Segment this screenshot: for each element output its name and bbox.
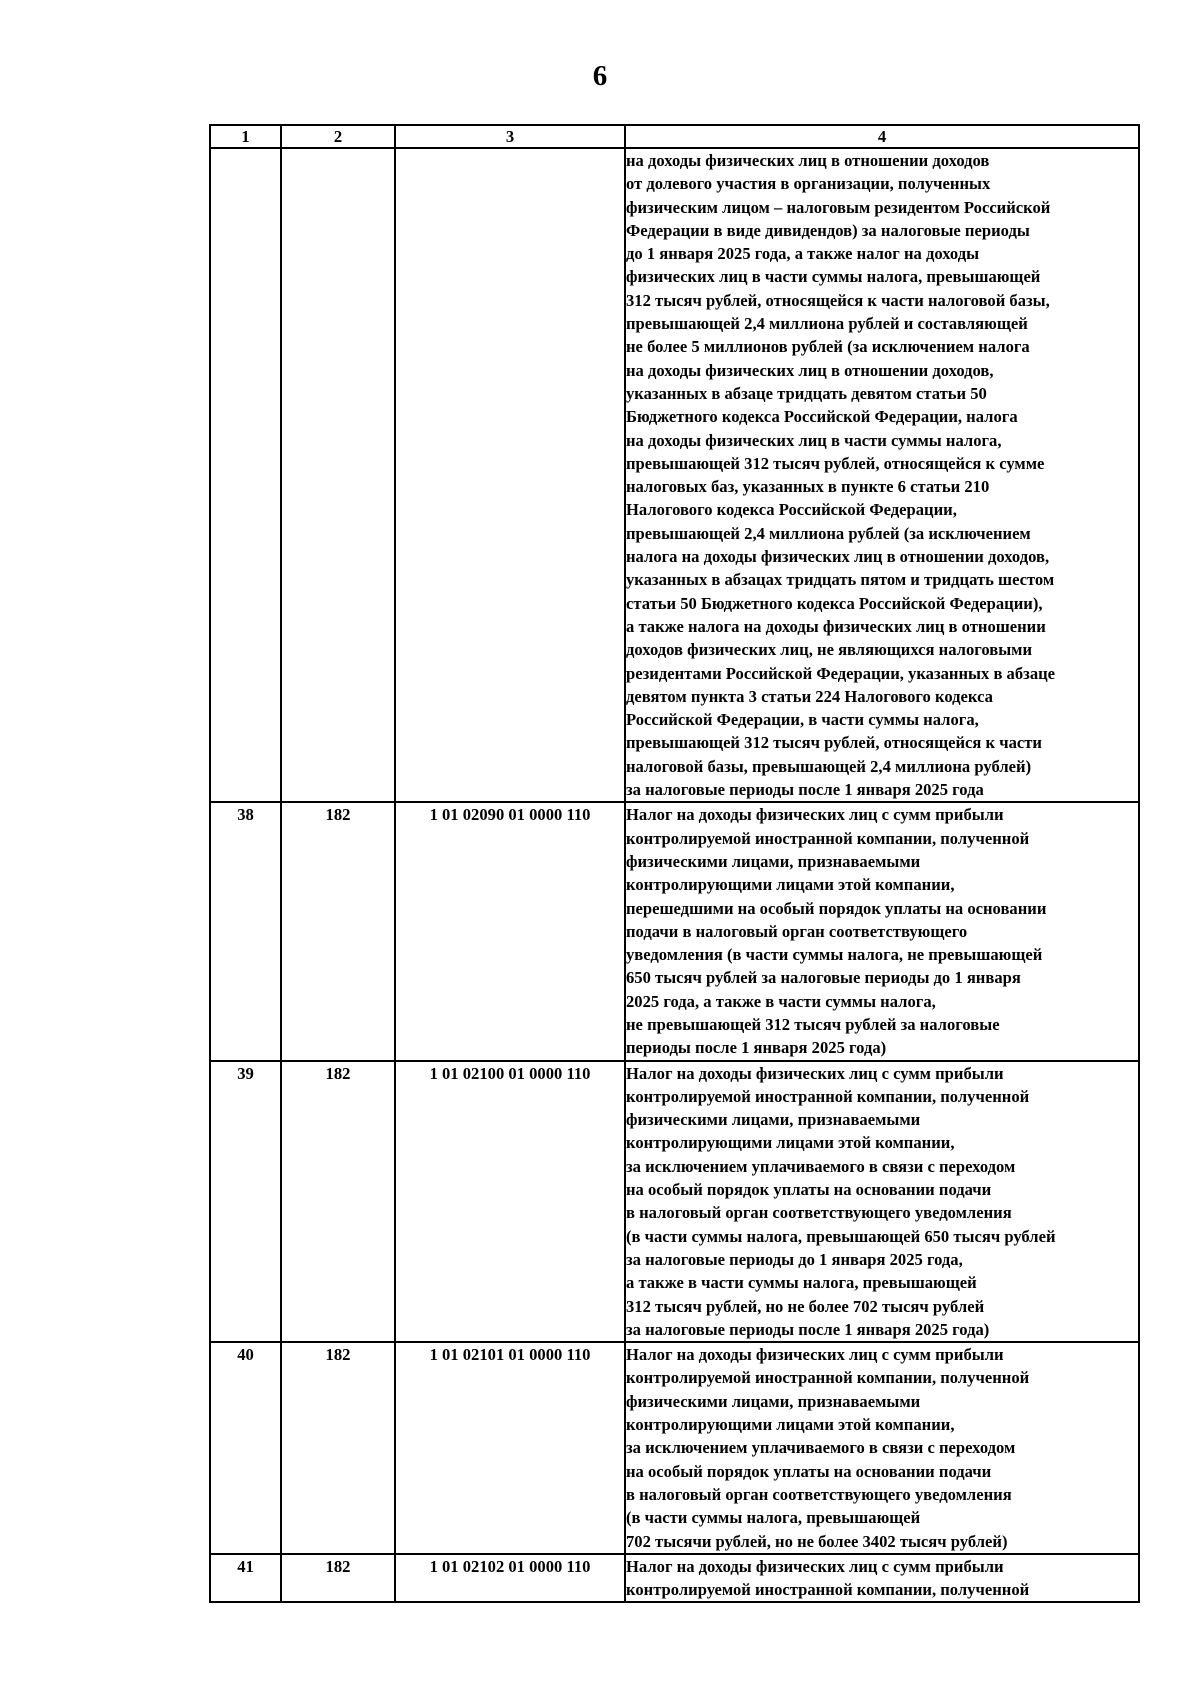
description-line: 2025 года, а также в части суммы налога, — [626, 991, 936, 1011]
description-line: превышающей 2,4 миллиона рублей (за исключением — [626, 523, 1031, 543]
description-line: превышающей 2,4 миллиона рублей и составляющей — [626, 314, 1028, 334]
description-line: Налог на доходы физических лиц с сумм прибыли — [626, 1345, 1004, 1365]
description-line: физическим лицом – налоговым резидентом Российской — [626, 197, 1051, 217]
revenue-classification-table — [209, 124, 1140, 1603]
description-line: подачи в налоговый орган соответствующего — [626, 921, 968, 941]
row-number-cell: 41 — [210, 1554, 281, 1603]
description-line: контролируемой иностранной компании, полученной — [626, 1368, 1030, 1388]
description-line: налога на доходы физических лиц в отношении доходов, — [626, 547, 1050, 567]
description-line: в налоговый орган соответствующего уведомления — [626, 1484, 1012, 1504]
column-number-2: 2 — [281, 125, 395, 148]
description-line: периоды после 1 января 2025 года) — [626, 1038, 887, 1058]
description-line: Бюджетного кодекса Российской Федерации, налога — [626, 407, 1018, 427]
admin-code-cell: 182 — [281, 1061, 395, 1343]
row-number-cell: 40 — [210, 1342, 281, 1554]
continuation-row — [210, 148, 1139, 802]
description-line: контролирующими лицами этой компании, — [626, 1415, 955, 1435]
description-line: за налоговые периоды до 1 января 2025 года, — [626, 1249, 963, 1269]
description-line: Налог на доходы физических лиц с сумм прибыли — [626, 805, 1004, 825]
admin-code-cell: 182 — [281, 1554, 395, 1603]
description-line: за налоговые периоды после 1 января 2025 года — [626, 780, 984, 800]
description-line: за исключением уплачиваемого в связи с переходом — [626, 1156, 1016, 1176]
description-line: контролируемой иностранной компании, полученной — [626, 1580, 1030, 1600]
description-line: контролируемой иностранной компании, полученной — [626, 828, 1030, 848]
description-line: указанных в абзаце тридцать девятом статьи 50 — [626, 383, 987, 403]
table-row — [210, 1061, 1139, 1343]
table-row — [210, 1342, 1139, 1554]
description-line: Налог на доходы физических лиц с сумм прибыли — [626, 1556, 1004, 1576]
description-line: до 1 января 2025 года, а также налог на доходы — [626, 244, 980, 264]
description-cell — [625, 1342, 1139, 1554]
description-line: превышающей 312 тысяч рублей, относящейся к сумме — [626, 453, 1045, 473]
description-line: 312 тысяч рублей, но не более 702 тысяч рублей — [626, 1296, 985, 1316]
description-line: не более 5 миллионов рублей (за исключением налога — [626, 337, 1030, 357]
row-number-cell: 39 — [210, 1061, 281, 1343]
description-line: а также налога на доходы физических лиц в отношении — [626, 616, 1046, 636]
description-line: (в части суммы налога, превышающей 650 тысяч рублей — [626, 1226, 1056, 1246]
description-line: на особый порядок уплаты на основании подачи — [626, 1461, 992, 1481]
budget-classification-code-cell: 1 01 02090 01 0000 110 — [395, 802, 625, 1060]
description-line: девятом пункта 3 статьи 224 Налогового кодекса — [626, 686, 993, 706]
description-line: 702 тысячи рублей, но не более 3402 тысяч рублей) — [626, 1531, 1008, 1551]
budget-classification-code-cell: 1 01 02102 01 0000 110 — [395, 1554, 625, 1603]
description-line: физическими лицами, признаваемыми — [626, 1110, 921, 1130]
description-line: перешедшими на особый порядок уплаты на основании — [626, 898, 1047, 918]
continuation-description-cell — [625, 148, 1139, 802]
description-line: от долевого участия в организации, полученных — [626, 174, 991, 194]
description-line: не превышающей 312 тысяч рублей за налоговые — [626, 1014, 1000, 1034]
description-line: Налог на доходы физических лиц с сумм прибыли — [626, 1063, 1004, 1083]
description-line: на доходы физических лиц в части суммы налога, — [626, 430, 1002, 450]
table-body — [210, 125, 1139, 1602]
description-line: в налоговый орган соответствующего уведомления — [626, 1203, 1012, 1223]
description-line: 312 тысяч рублей, относящейся к части налоговой базы, — [626, 290, 1050, 310]
description-cell — [625, 1061, 1139, 1343]
column-number-4: 4 — [625, 125, 1139, 148]
description-line: на доходы физических лиц в отношении доходов — [626, 151, 990, 170]
description-line: физических лиц в части суммы налога, превышающей — [626, 267, 1041, 287]
description-line: 650 тысяч рублей за налоговые периоды до 1 января — [626, 968, 1021, 988]
description-line: Налогового кодекса Российской Федерации, — [626, 500, 957, 520]
description-line: налоговых баз, указанных в пункте 6 статьи 210 — [626, 477, 990, 497]
description-line: уведомления (в части суммы налога, не превышающей — [626, 945, 1043, 965]
column-number-1: 1 — [210, 125, 281, 148]
description-line: контролирующими лицами этой компании, — [626, 1133, 955, 1153]
budget-classification-code-cell: 1 01 02101 01 0000 110 — [395, 1342, 625, 1554]
description-line: Федерации в виде дивидендов) за налоговые периоды — [626, 220, 1030, 240]
page-number: 6 — [592, 60, 608, 92]
description-line: контролирующими лицами этой компании, — [626, 875, 955, 895]
description-line: (в части суммы налога, превышающей — [626, 1508, 921, 1528]
budget-classification-code-cell: 1 01 02100 01 0000 110 — [395, 1061, 625, 1343]
description-cell — [625, 1554, 1139, 1603]
continuation-code-cell — [395, 148, 625, 802]
description-line: превышающей 312 тысяч рублей, относящейся к части — [626, 733, 1042, 753]
description-line: за налоговые периоды после 1 января 2025 года) — [626, 1319, 990, 1339]
description-line: резидентами Российской Федерации, указанных в абзаце — [626, 663, 1056, 683]
description-line: за исключением уплачиваемого в связи с переходом — [626, 1438, 1016, 1458]
table-row — [210, 802, 1139, 1060]
row-number-cell: 38 — [210, 802, 281, 1060]
admin-code-cell: 182 — [281, 1342, 395, 1554]
description-line: указанных в абзацах тридцать пятом и тридцать шестом — [626, 570, 1055, 590]
admin-code-cell: 182 — [281, 802, 395, 1060]
description-line: а также в части суммы налога, превышающей — [626, 1273, 977, 1293]
table-row — [210, 1554, 1139, 1603]
column-number-3: 3 — [395, 125, 625, 148]
continuation-admin-cell — [281, 148, 395, 802]
description-line: доходов физических лиц, не являющихся налоговыми — [626, 640, 1033, 660]
description-line: на особый порядок уплаты на основании подачи — [626, 1180, 992, 1200]
continuation-num-cell — [210, 148, 281, 802]
column-number-row — [210, 125, 1139, 148]
description-line: физическими лицами, признаваемыми — [626, 1391, 921, 1411]
description-line: статьи 50 Бюджетного кодекса Российской Федерации), — [626, 593, 1043, 613]
description-line: налоговой базы, превышающей 2,4 миллиона рублей) — [626, 756, 1032, 776]
description-line: Российской Федерации, в части суммы налога, — [626, 710, 979, 730]
description-cell — [625, 802, 1139, 1060]
description-line: физическими лицами, признаваемыми — [626, 851, 921, 871]
description-line: на доходы физических лиц в отношении доходов, — [626, 360, 994, 380]
description-line: контролируемой иностранной компании, полученной — [626, 1086, 1030, 1106]
